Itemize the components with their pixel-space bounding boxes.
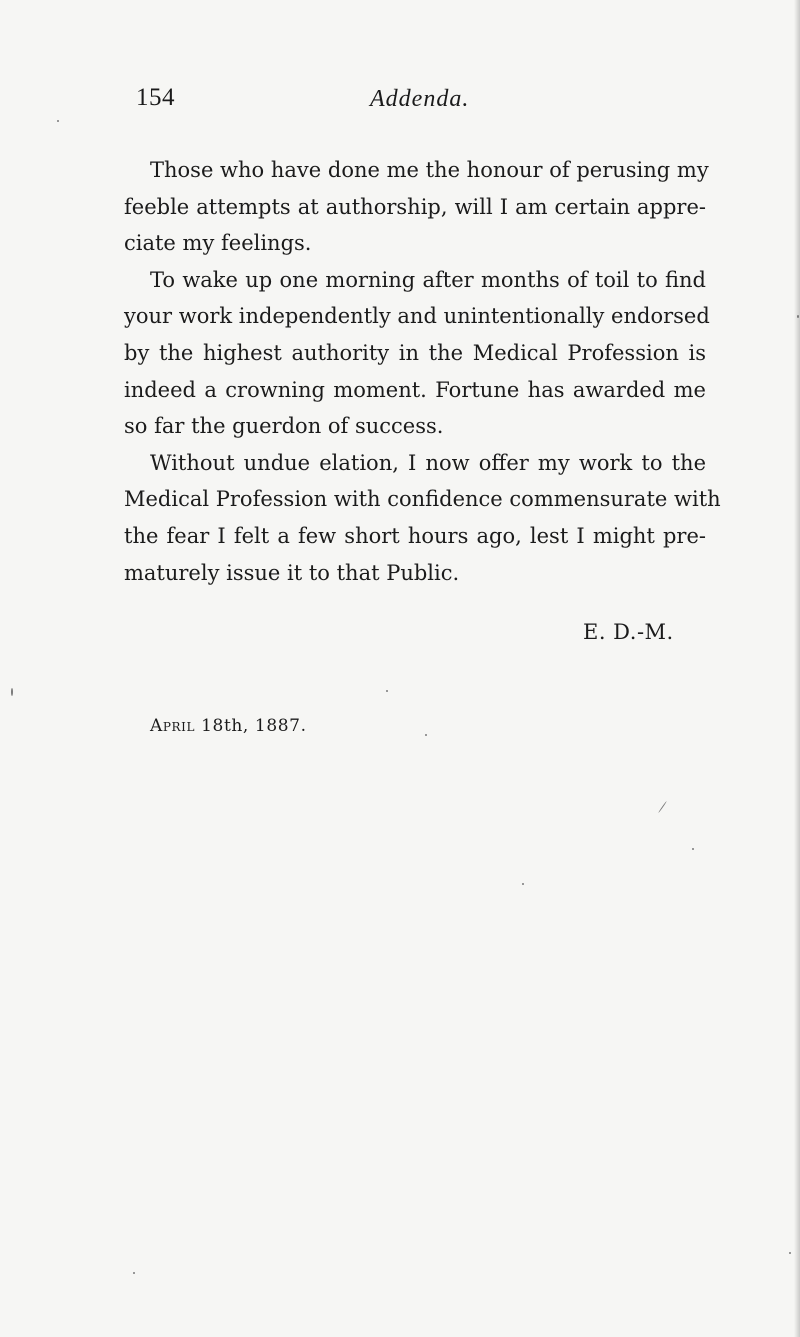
text-line: Those who have done me the honour of perusing my: [150, 158, 709, 182]
text-line: Without undue elation, I now offer my work to the: [150, 450, 706, 475]
scan-speck: [11, 688, 13, 696]
text-line: indeed a crowning moment. Fortune has awarded me: [124, 377, 706, 402]
running-title: Addenda.: [370, 86, 470, 112]
text-line: your work independently and unintentionally endorsed: [124, 304, 710, 329]
scan-speck: [797, 315, 799, 318]
text-line: by the highest authority in the Medical Profession is: [124, 340, 706, 365]
scan-speck: [789, 1252, 791, 1254]
signature: E. D.-M.: [583, 620, 674, 644]
scan-speck: [692, 848, 694, 850]
scan-speck: [522, 883, 524, 885]
scan-speck: [425, 734, 427, 736]
scan-speck: [658, 801, 667, 813]
dateline: [150, 716, 307, 736]
text-line: so far the guerdon of success.: [124, 414, 444, 439]
text-line: maturely issue it to that Public.: [124, 560, 460, 585]
scan-speck: [133, 1272, 135, 1274]
text-line: the fear I felt a few short hours ago, lest I might pre-: [124, 523, 706, 548]
text-line: Medical Profession with confidence commensurate with: [124, 487, 721, 512]
text-line: To wake up one morning after months of toil to find: [150, 267, 706, 292]
page-number: 154: [136, 84, 175, 111]
text-line: ciate my feelings.: [124, 231, 312, 256]
dateline-day-year: 18th, 1887.: [195, 716, 307, 736]
scan-speck: [57, 120, 59, 122]
page-edge-shadow: [794, 0, 800, 1337]
dateline-month: April: [150, 716, 196, 736]
text-line: feeble attempts at authorship, will I am certain appre-: [124, 194, 706, 219]
body-text: [124, 152, 721, 591]
scan-speck: [386, 690, 388, 692]
